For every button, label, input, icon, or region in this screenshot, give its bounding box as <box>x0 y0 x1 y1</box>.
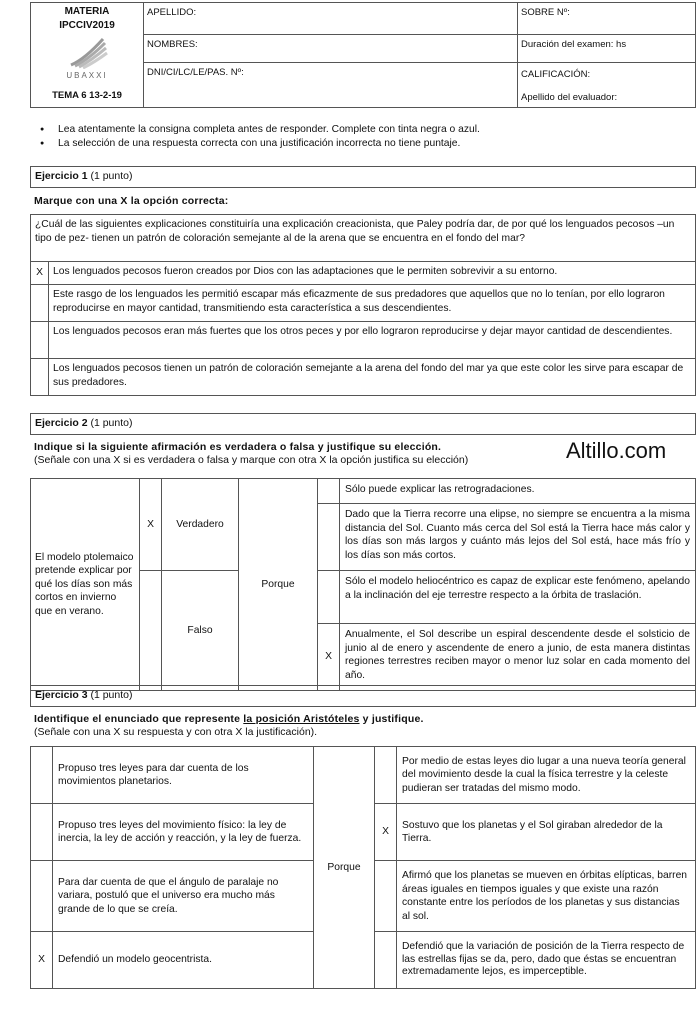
ej2-just-mark-box[interactable] <box>318 504 340 571</box>
ej3-table <box>30 746 696 989</box>
dni-label: DNI/CI/LC/LE/PAS. Nº: <box>147 67 244 78</box>
evaluador-label: Apellido del evaluador: <box>521 92 618 103</box>
ej3-just-text: Por medio de estas leyes dio lugar a una nueva teoría general del movimiento desde la cual la física terrestre y la celeste pudieran ser tratadas del mismo modo. <box>397 747 696 804</box>
ej3-option-mark-box[interactable]: X <box>31 932 53 989</box>
duracion-label: Duración del examen: hs <box>521 39 627 50</box>
ej2-just-text: Dado que la Tierra recorre una elipse, no siempre se encuentra a la misma distancia del Sol. Cuanto más cerca del Sol está la Tierra hace más calor y los días son más largos y cuánto más lejos del Sol está, hace más frío y los días son más cortos. <box>340 504 696 571</box>
ej2-statement: El modelo ptolemaico pretende explicar por qué los días son más cortos en invierno que en verano. <box>31 479 140 691</box>
apellido-label: APELLIDO: <box>147 7 197 18</box>
verdadero-label: Verdadero <box>162 479 239 571</box>
ej2-title: Ejercicio 2 <box>35 417 88 429</box>
instruction-item: ● La selección de una respuesta correcta con una justificación incorrecta no tiene puntaje. <box>58 137 480 151</box>
ej2-just-text: Sólo el modelo heliocéntrico es capaz de explicar este fenómeno, apelando a la inclinación del eje terrestre respecto a la órbita de traslación. <box>340 571 696 624</box>
ej3-just-text: Sostuvo que los planetas y el Sol giraban alrededor de la Tierra. <box>397 804 696 861</box>
ej3-title-box <box>30 685 696 707</box>
ej1-points: (1 punto) <box>90 170 133 182</box>
ej3-instruction-post: y justifique. <box>359 713 424 725</box>
verdadero-mark-box[interactable]: X <box>140 479 162 571</box>
ej3-just-text: Afirmó que los planetas se mueven en órbitas elípticas, barren áreas iguales en tiempos iguales y que existe una razón constante entre los períodos de los planetas y sus distancias al sol. <box>397 861 696 932</box>
materia-code: IPCCIV2019 <box>59 20 115 31</box>
ej3-just-text: Defendió que la variación de posición de la Tierra respecto de las estrellas fijas se da, pero, dado que éstas se encuentran extremadamente lejos, es imperceptible. <box>397 932 696 989</box>
ej1-mark-box[interactable] <box>31 285 49 322</box>
ej3-porque-label: Porque <box>314 747 375 989</box>
ej2-instruction: Indique si la siguiente afirmación es verdadera o falsa y justifique su elección. <box>34 441 442 453</box>
ej3-just-mark-box[interactable] <box>375 747 397 804</box>
ej1-mark-box[interactable] <box>31 322 49 359</box>
ej1-question: ¿Cuál de las siguientes explicaciones constituiría una explicación creacionista, que Paley podría dar, de por qué los lenguados pecosos –un tipo de pez- tienen un patrón de coloración semejante al de la arena que se encuentra en el fondo del mar? <box>31 215 696 262</box>
sobre-field[interactable] <box>518 3 696 35</box>
ej1-title-box <box>30 166 696 188</box>
ej3-option-mark-box[interactable] <box>31 747 53 804</box>
ej1-option-text: Este rasgo de los lenguados les permitió escapar más eficazmente de sus predadores que aquellos que no lo tenían, por ello lograron reproducirse en mayor cantidad, transmitiendo esta característica a sus descendientes. <box>49 285 696 322</box>
ej3-instruction-block <box>34 713 424 739</box>
ej1-option-text: Los lenguados pecosos eran más fuertes que los otros peces y por ello lograron reproducirse y dejar mayor cantidad de descendientes. <box>49 322 696 359</box>
brand-watermark: Altillo.com <box>566 438 667 463</box>
ej1-option-row[interactable] <box>31 262 696 285</box>
instruction-item: ● Lea atentamente la consigna completa antes de responder. Complete con tinta negra o azul. <box>58 123 480 137</box>
ej3-points: (1 punto) <box>90 689 133 701</box>
ej3-option-mark-box[interactable] <box>31 804 53 861</box>
ej1-option-text: Los lenguados pecosos fueron creados por Dios con las adaptaciones que le permiten sobrevivir a su entorno. <box>49 262 696 285</box>
ej3-option-text: Propuso tres leyes del movimiento físico: la ley de inercia, la ley de acción y reacción, y la ley de fuerza. <box>53 804 314 861</box>
nombres-label: NOMBRES: <box>147 39 198 50</box>
ej2-just-text: Anualmente, el Sol describe un espiral descendente desde el solsticio de junio al de enero y ascendente de enero a junio, de esta manera distintas regiones terrestres reciben mayor o menor luz solar en cada momento del año. <box>340 624 696 691</box>
ej3-option-text: Propuso tres leyes para dar cuenta de los movimientos planetarios. <box>53 747 314 804</box>
ej3-instruction-pre: Identifique el enunciado que represente <box>34 713 244 725</box>
falso-mark-box[interactable] <box>140 571 162 691</box>
exam-header <box>30 2 696 108</box>
nombres-field[interactable] <box>144 35 518 63</box>
ej1-option-row[interactable] <box>31 285 696 322</box>
falso-label: Falso <box>162 571 239 691</box>
ej2-points: (1 punto) <box>90 417 133 429</box>
dni-field[interactable] <box>144 63 518 108</box>
sobre-label: SOBRE Nº: <box>521 7 570 18</box>
ej1-mark-box[interactable] <box>31 359 49 396</box>
ubaxxi-logo <box>65 35 109 69</box>
calificacion-label: CALIFICACIÓN: <box>521 69 591 80</box>
ej1-option-row[interactable] <box>31 359 696 396</box>
ej1-mark-box[interactable]: X <box>31 262 49 285</box>
ej2-table <box>30 478 696 691</box>
ej2-just-mark-box[interactable]: X <box>318 624 340 691</box>
ej1-instruction: Marque con una X la opción correcta: <box>34 195 229 207</box>
logo-text: UBAXXI <box>66 71 108 80</box>
ej2-title-box <box>30 413 696 435</box>
ej2-instruction-block <box>34 441 468 467</box>
materia-label: MATERIA <box>64 6 110 17</box>
ej3-sub: (Señale con una X su respuesta y con otra X la justificación). <box>34 726 318 738</box>
ej3-title: Ejercicio 3 <box>35 689 88 701</box>
ej3-option-text: Defendió un modelo geocentrista. <box>53 932 314 989</box>
tema-label: TEMA 6 13-2-19 <box>52 90 122 101</box>
ej2-sub: (Señale con una X si es verdadera o falsa y marque con otra X la opción justifica su elección) <box>34 454 469 466</box>
instructions-list <box>58 123 480 151</box>
ej2-just-text: Sólo puede explicar las retrogradaciones. <box>340 479 696 504</box>
ej3-option-mark-box[interactable] <box>31 861 53 932</box>
ej3-just-mark-box[interactable] <box>375 861 397 932</box>
duracion-field[interactable] <box>518 35 696 63</box>
ej1-table <box>30 214 696 396</box>
calificacion-field[interactable] <box>518 63 696 108</box>
ej3-just-mark-box[interactable] <box>375 932 397 989</box>
ej2-porque-label: Porque <box>239 479 318 691</box>
ej1-option-row[interactable] <box>31 322 696 359</box>
ej1-title: Ejercicio 1 <box>35 170 88 182</box>
ej3-option-text: Para dar cuenta de que el ángulo de paralaje no variara, postuló que el universo era mucho más grande de lo que se creía. <box>53 861 314 932</box>
ej2-just-mark-box[interactable] <box>318 479 340 504</box>
ej2-just-mark-box[interactable] <box>318 571 340 624</box>
ej3-instruction-underlined: la posición Aristóteles <box>243 713 360 725</box>
subject-cell <box>31 3 144 108</box>
ej3-just-mark-box[interactable]: X <box>375 804 397 861</box>
ej1-option-text: Los lenguados pecosos tienen un patrón de coloración semejante a la arena del fondo del mar ya que este color les sirve para escapar de sus predadores. <box>49 359 696 396</box>
apellido-field[interactable] <box>144 3 518 35</box>
